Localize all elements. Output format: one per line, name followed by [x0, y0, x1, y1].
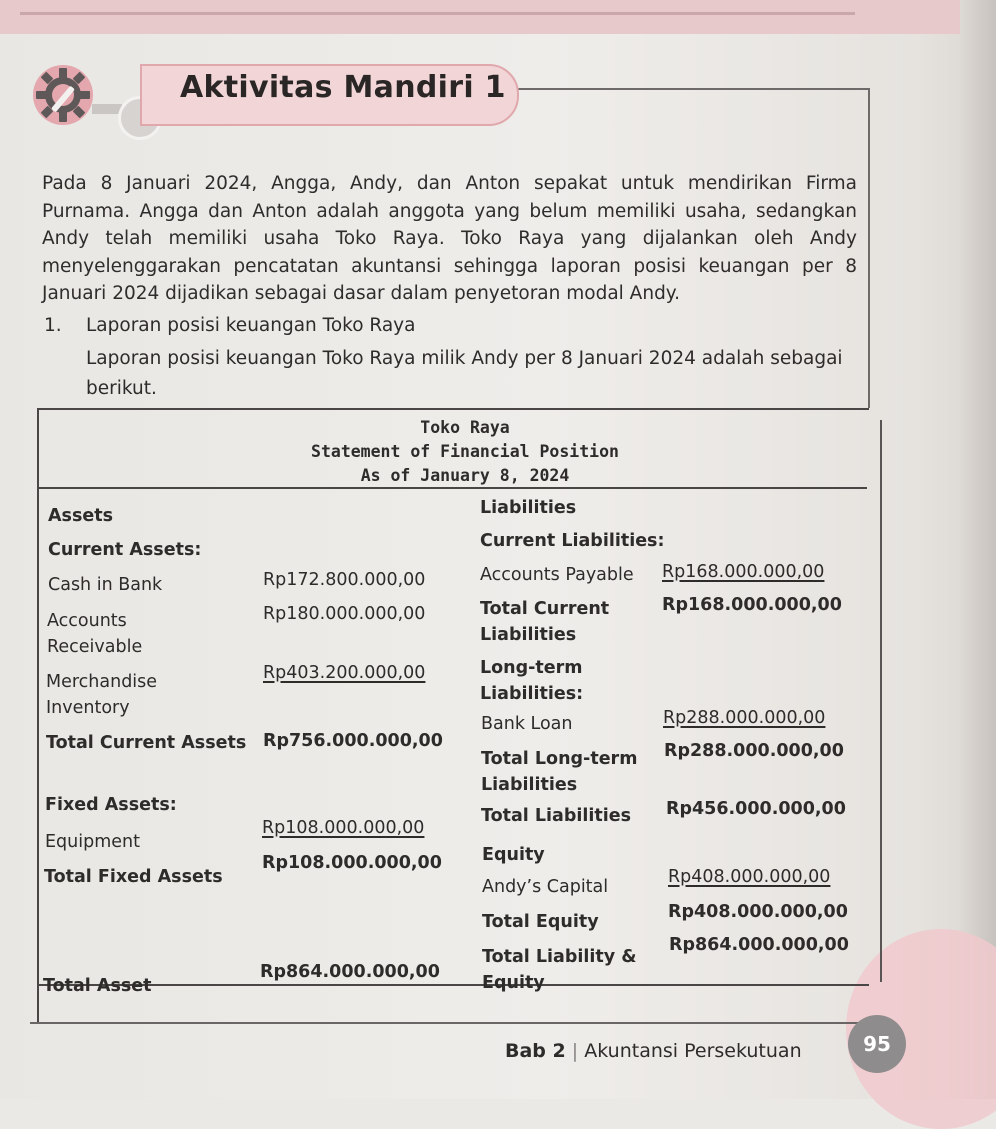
assets-heading: Assets: [48, 506, 114, 526]
total-liability-equity-label: Total Liability & Equity: [482, 947, 637, 993]
total-asset-value: Rp864.000.000,00: [260, 962, 440, 982]
cash-value: Rp172.800.000,00: [263, 570, 426, 590]
list-item-description: Laporan posisi keuangan Toko Raya milik Andy per 8 Januari 2024 adalah sebagai berikut.: [86, 348, 843, 399]
bank-loan-label: Bank Loan: [481, 714, 573, 734]
accounts-receivable-label: Accounts Receivable: [47, 611, 143, 657]
accounts-receivable-value: Rp180.000.000,00: [263, 604, 426, 624]
equipment-value: Rp108.000.000,00: [262, 818, 425, 838]
total-equity-value: Rp408.000.000,00: [668, 902, 848, 922]
list-number: 1.: [44, 315, 62, 336]
inventory-label: Merchandise Inventory: [46, 672, 158, 718]
table-header-divider: [39, 487, 867, 489]
total-long-term-liabilities-label: Total Long-term Liabilities: [481, 749, 638, 795]
list-item-title: Laporan posisi keuangan Toko Raya: [86, 315, 416, 336]
table-right-border: [880, 420, 882, 982]
header-rule: [510, 88, 870, 90]
header-rule-vertical: [868, 88, 870, 408]
liabilities-heading: Liabilities: [480, 498, 577, 518]
total-current-assets-label: Total Current Assets: [46, 733, 247, 753]
activity-title: Aktivitas Mandiri 1: [180, 70, 506, 105]
top-decorative-band: [0, 0, 996, 34]
gear-wrench-icon: [30, 62, 96, 128]
current-liabilities-heading: Current Liabilities:: [480, 531, 665, 551]
top-band-line: [20, 12, 855, 15]
bank-loan-value: Rp288.000.000,00: [663, 708, 826, 728]
statement-title: Statement of Financial Position: [311, 442, 619, 461]
statement-company: Toko Raya: [420, 418, 510, 437]
total-asset-label: Total Asset: [43, 976, 152, 996]
accounts-payable-label: Accounts Payable: [480, 565, 634, 585]
long-term-liabilities-heading: Long-term Liabilities:: [480, 658, 584, 704]
total-current-liabilities-value: Rp168.000.000,00: [662, 595, 842, 615]
equipment-label: Equipment: [45, 832, 140, 852]
intro-paragraph: Pada 8 Januari 2024, Angga, Andy, dan Anton sepakat untuk mendirikan Firma Purnama. Angga dan Anton adalah anggota yang belum memiliki usaha, sedangkan Andy telah memiliki usaha Toko Raya. Toko Raya yang dijalankan oleh Andy menyelenggarakan pencatatan akuntansi sehingga laporan posisi keuangan per 8 Januari 2024 dijadikan sebagai dasar dalam penyetoran modal Andy.: [42, 173, 857, 304]
chapter-subject: Akuntansi Persekutuan: [584, 1040, 802, 1062]
equity-heading: Equity: [482, 845, 545, 865]
statement-date: As of January 8, 2024: [360, 466, 570, 485]
total-equity-label: Total Equity: [482, 912, 599, 932]
current-assets-heading: Current Assets:: [48, 540, 202, 560]
total-current-liabilities-label: Total Current Liabilities: [480, 599, 610, 645]
total-long-term-liabilities-value: Rp288.000.000,00: [664, 741, 844, 761]
cash-label: Cash in Bank: [48, 575, 163, 595]
inventory-value: Rp403.200.000,00: [263, 663, 426, 683]
table-left-extension: [37, 982, 39, 1024]
table-bottom-rule: [30, 1022, 880, 1024]
andys-capital-label: Andy’s Capital: [482, 877, 609, 897]
footer-separator: |: [571, 1040, 579, 1062]
total-fixed-assets-value: Rp108.000.000,00: [262, 853, 442, 873]
total-liability-equity-value: Rp864.000.000,00: [669, 935, 849, 955]
page-number: 95: [848, 1015, 906, 1073]
total-fixed-assets-label: Total Fixed Assets: [44, 867, 223, 887]
andys-capital-value: Rp408.000.000,00: [668, 867, 831, 887]
total-current-assets-value: Rp756.000.000,00: [263, 731, 443, 751]
total-liabilities-label: Total Liabilities: [481, 806, 632, 826]
chapter-label: Bab 2: [505, 1040, 566, 1062]
fixed-assets-heading: Fixed Assets:: [45, 795, 177, 815]
footer-chapter: [505, 1040, 802, 1062]
accounts-payable-value: Rp168.000.000,00: [662, 562, 825, 582]
total-liabilities-value: Rp456.000.000,00: [666, 799, 846, 819]
